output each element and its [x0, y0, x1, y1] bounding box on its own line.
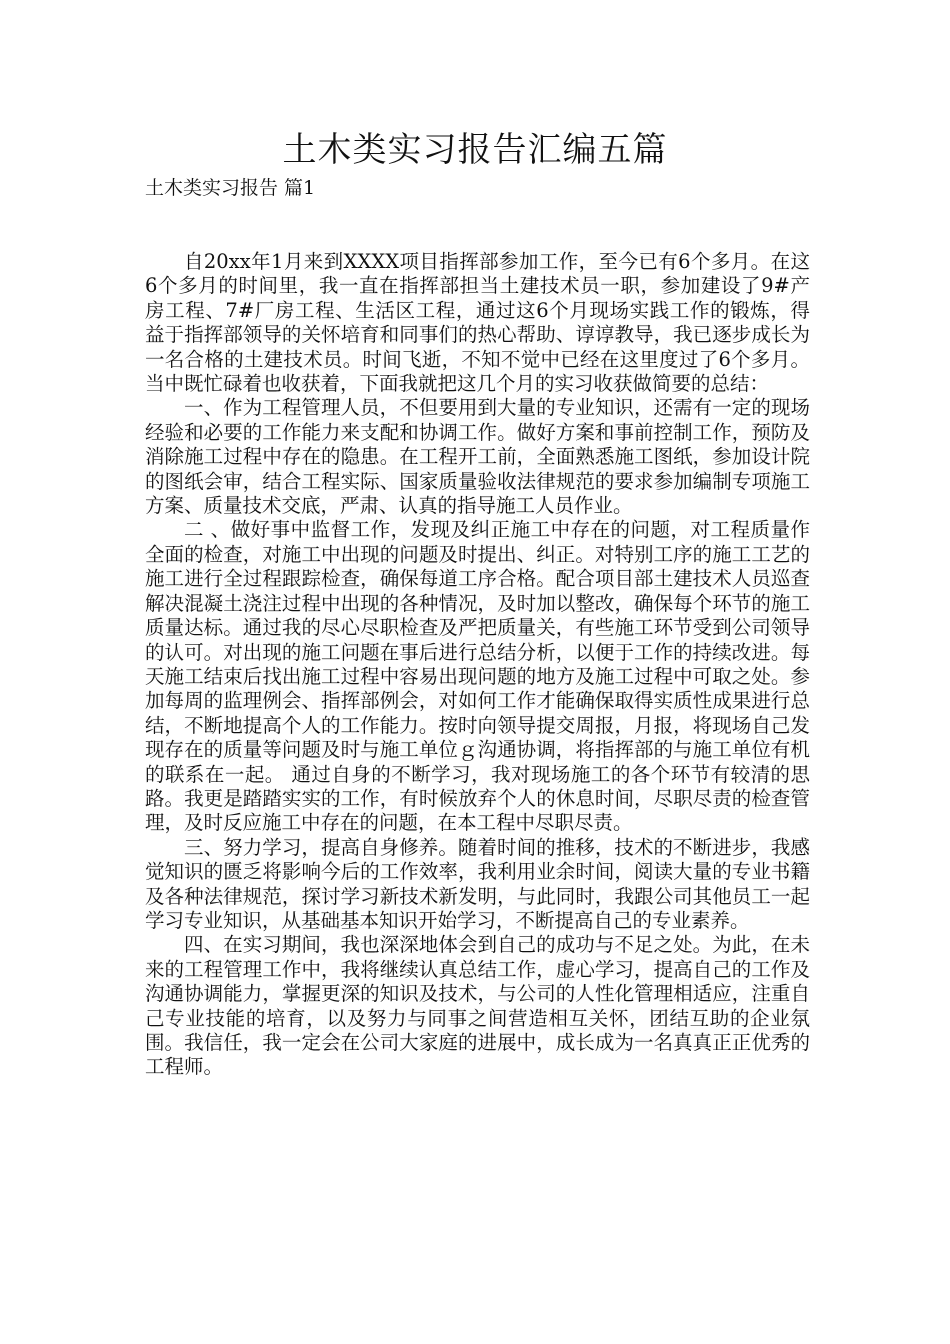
paragraph-point-2: 二 、做好事中监督工作，发现及纠正施工中存在的问题，对工程质量作全面的检查，对施工中出现的问题及时提出、纠正。对特别工序的施工工艺的施工进行全过程跟踪检查，确保每道工序合格。配合项目部土建技术人员巡查解决混凝土浇注过程中出现的各种情况，及时加以整改，确保每个环节的施工质量达标。通过我的尽心尽职检查及严把质量关，有些施工环节受到公司领导的认可。对出现的施工问题在事后进行总结分析，以便于工作的持续改进。每天施工结束后找出施工过程中容易出现问题的地方及施工过程中可取之处。参加每周的监理例会、指挥部例会，对如何工作才能确保取得实质性成果进行总结，不断地提高个人的工作能力。按时向领导提交周报，月报，将现场自己发现存在的质量等问题及时与施工单位ｇ沟通协调，将指挥部的与施工单位有机的联系在一起。 通过自身的不断学习，我对现场施工的各个环节有较清的思路。我更是踏踏实实的工作，有时候放弃个人的休息时间，尽职尽责的检查管理，及时反应施工中存在的问题，在本工程中尽职尽责。: [145, 518, 810, 835]
paragraph-intro: 自20xx年1月来到XXXX项目指挥部参加工作，至今已有6个多月。在这6个多月的时间里，我一直在指挥部担当土建技术员一职，参加建设了9#产房工程、7#厂房工程、生活区工程，通过这6个月现场实践工作的锻炼，得益于指挥部领导的关怀培育和同事们的热心帮助、谆谆教导，我已逐步成长为一名合格的土建技术员。时间飞逝，不知不觉中已经在这里度过了6个多月。当中既忙碌着也收获着，下面我就把这几个月的实习收获做简要的总结：: [145, 250, 810, 396]
document-title: 土木类实习报告汇编五篇: [282, 130, 668, 170]
section-heading: 土木类实习报告 篇1: [145, 177, 316, 199]
paragraph-point-4: 四、在实习期间，我也深深地体会到自己的成功与不足之处。为此，在未来的工程管理工作中，我将继续认真总结工作，虚心学习，提高自己的工作及沟通协调能力，掌握更深的知识及技术，与公司的人性化管理相适应，注重自己专业技能的培育，以及努力与同事之间营造相互关怀，团结互助的企业氛围。我信任，我一定会在公司大家庭的进展中，成长成为一名真真正正优秀的工程师。: [145, 933, 810, 1079]
paragraph-point-1: 一、作为工程管理人员，不但要用到大量的专业知识，还需有一定的现场经验和必要的工作能力来支配和协调工作。做好方案和事前控制工作，预防及消除施工过程中存在的隐患。在工程开工前，全面熟悉施工图纸，参加设计院的图纸会审，结合工程实际、国家质量验收法律规范的要求参加编制专项施工方案、质量技术交底，严肃、认真的指导施工人员作业。: [145, 396, 810, 518]
document-body: [145, 250, 810, 1080]
paragraph-point-3: 三、努力学习，提高自身修养。随着时间的推移，技术的不断进步，我感觉知识的匮乏将影响今后的工作效率，我利用业余时间，阅读大量的专业书籍及各种法律规范，探讨学习新技术新发明，与此同时，我跟公司其他员工一起学习专业知识，从基础基本知识开始学习，不断提高自己的专业素养。: [145, 835, 810, 932]
